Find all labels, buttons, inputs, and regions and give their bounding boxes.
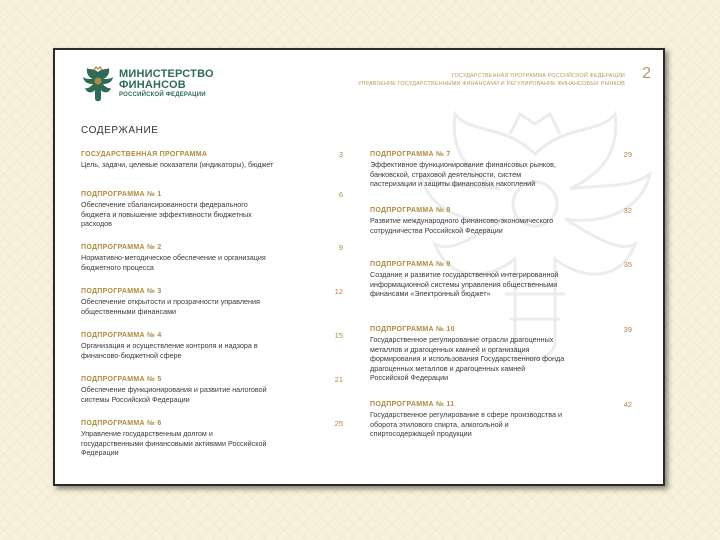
contents-title: СОДЕРЖАНИЕ (81, 125, 159, 136)
toc-heading: ПОДПРОГРАММА № 10 (370, 326, 455, 333)
toc-heading: ПОДПРОГРАММА № 11 (370, 401, 455, 408)
toc-heading: ПОДПРОГРАММА № 4 (81, 332, 162, 339)
toc-description: Обеспечение сбалансированности федерального бюджета и повышение эффективности бюджетных расходов (81, 200, 252, 229)
toc-entry[interactable] (81, 190, 343, 229)
toc-heading: ПОДПРОГРАММА № 1 (81, 191, 162, 198)
toc-page-number: 35 (623, 260, 632, 269)
toc-page-number: 3 (338, 150, 343, 159)
toc-heading: ПОДПРОГРАММА № 3 (81, 288, 162, 295)
toc-page-number: 25 (334, 419, 343, 428)
toc-heading: ПОДПРОГРАММА № 5 (81, 376, 162, 383)
toc-heading: ПОДПРОГРАММА № 9 (370, 261, 451, 268)
toc-description: Цель, задачи, целевые показатели (индикаторы), бюджет (81, 160, 274, 169)
toc-page-number: 15 (334, 331, 343, 340)
toc-description: Развитие международного финансово-экономического сотрудничества Российской Федерации (370, 216, 554, 235)
toc-description: Управление государственным долгом и государственными финансовыми активами Российской Федерации (81, 429, 267, 458)
toc-heading: ПОДПРОГРАММА № 6 (81, 420, 162, 427)
document-slide (53, 48, 665, 486)
toc-page-number: 39 (623, 325, 632, 334)
program-header (358, 72, 625, 88)
toc-entry[interactable] (81, 375, 343, 404)
toc-entry[interactable] (81, 287, 343, 316)
toc-description: Эффективное функционирование финансовых рынков, банковской, страховой деятельности, систем пастеризации и защиты финансовых накоплений (370, 160, 556, 189)
toc-heading: ПОДПРОГРАММА № 7 (370, 151, 451, 158)
toc-page-number: 9 (338, 243, 343, 252)
logo-line-1: МИНИСТЕРСТВО (119, 68, 214, 80)
toc-entry[interactable] (370, 400, 632, 439)
toc-page-number: 32 (623, 206, 632, 215)
page-number: 2 (642, 65, 651, 82)
ministry-logo-text (119, 69, 214, 100)
program-header-line-1: ГОСУДАРСТВЕННАЯ ПРОГРАММА РОССИЙСКОЙ ФЕДЕРАЦИИ (451, 73, 625, 79)
logo-line-2: ФИНАНСОВ (119, 79, 186, 91)
toc-entry[interactable] (81, 331, 343, 360)
program-header-line-2: УПРАВЛЕНИЕ ГОСУДАРСТВЕННЫМИ ФИНАНСАМИ И РЕГУЛИРОВАНИЕ ФИНАНСОВЫХ РЫНКОВ (357, 81, 625, 87)
toc-page-number: 42 (623, 400, 632, 409)
coat-of-arms-icon (81, 66, 115, 104)
toc-entry[interactable] (81, 419, 343, 458)
toc-heading: ПОДПРОГРАММА № 8 (370, 207, 451, 214)
toc-entry[interactable] (370, 150, 632, 189)
toc-description: Нормативно-методическое обеспечение и организация бюджетного процесса (81, 253, 266, 272)
toc-heading: ПОДПРОГРАММА № 2 (81, 244, 162, 251)
toc-page-number: 12 (334, 287, 343, 296)
toc-page-number: 21 (334, 375, 343, 384)
toc-entry[interactable] (81, 150, 343, 170)
toc-description: Создание и развитие государственной интегрированной информационной системы управления общественными финансами «Электронный бюджет» (370, 270, 559, 299)
toc-entry[interactable] (81, 243, 343, 272)
toc-description: Организация и осуществление контроля и надзора в финансово-бюджетной сфере (81, 341, 258, 360)
toc-entry[interactable] (370, 260, 632, 299)
toc-description: Государственное регулирование в сфере производства и оборота этилового спирта, алкогольной и спиртосодержащей продукции (370, 410, 562, 439)
toc-page-number: 6 (338, 190, 343, 199)
logo-line-3: РОССИЙСКОЙ ФЕДЕРАЦИИ (119, 92, 206, 98)
toc-page-number: 29 (623, 150, 632, 159)
toc-description: Обеспечение функционирования и развитие налоговой системы Российской Федерации (81, 385, 267, 404)
toc-heading: ГОСУДАРСТВЕННАЯ ПРОГРАММА (81, 151, 208, 158)
toc-description: Обеспечение открытости и прозрачности управления общественными финансами (81, 297, 260, 316)
toc-description: Государственное регулирование отрасли драгоценных металлов и драгоценных камней и организация формирования и использования Государственного фонда драгоценных металлов и драгоценных камней Российской Федерации (370, 335, 565, 383)
toc-entry[interactable] (370, 206, 632, 235)
toc-entry[interactable] (370, 325, 632, 383)
